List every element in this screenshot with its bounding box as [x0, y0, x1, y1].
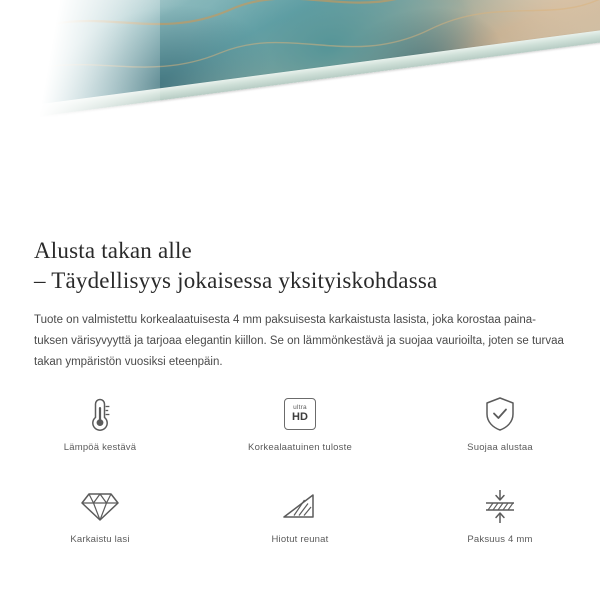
feature-label: Hiotut reunat: [271, 534, 329, 545]
ultra-hd-badge-top: ultra: [293, 403, 307, 411]
ultra-hd-icon: [284, 392, 316, 436]
ultra-hd-badge-bottom: HD: [292, 411, 308, 424]
diamond-icon: [80, 484, 120, 528]
shield-check-icon: [482, 392, 518, 436]
thickness-4mm-icon: [480, 484, 520, 528]
text-content: [0, 222, 600, 373]
polished-edges-icon: [280, 484, 320, 528]
feature-item: [400, 484, 600, 562]
feature-item: [200, 392, 400, 470]
feature-label: Korkealaatuinen tuloste: [248, 442, 352, 453]
description-paragraph: Tuote on valmistettu korkealaatuisesta 4 mm paksuisesta karkaistusta lasista, joka korostaa painatuksen värisyvyyttä ja tarjoaa elegantin kiillon. Se on lämmönkestävä ja suojaa vaurioilta, joten se turvaa takan ympäristön vuosiksi eteenpäin.: [34, 314, 564, 368]
page-title: [0, 222, 600, 296]
feature-label: Suojaa alustaa: [467, 442, 533, 453]
feature-item: [0, 392, 200, 470]
feature-grid: [0, 392, 600, 562]
feature-item: [0, 484, 200, 562]
headline-line-1: Alusta takan alle: [34, 238, 192, 263]
feature-label: Paksuus 4 mm: [467, 534, 533, 545]
hero-product-image: [0, 0, 600, 222]
feature-label: Lämpöä kestävä: [63, 442, 137, 453]
feature-item: [200, 484, 400, 562]
thermometer-icon: [83, 392, 117, 436]
headline-line-2: – Täydellisyys jokaisessa yksityiskohdassa: [34, 268, 438, 293]
feature-item: [400, 392, 600, 470]
feature-label: Karkaistu lasi: [70, 534, 130, 545]
